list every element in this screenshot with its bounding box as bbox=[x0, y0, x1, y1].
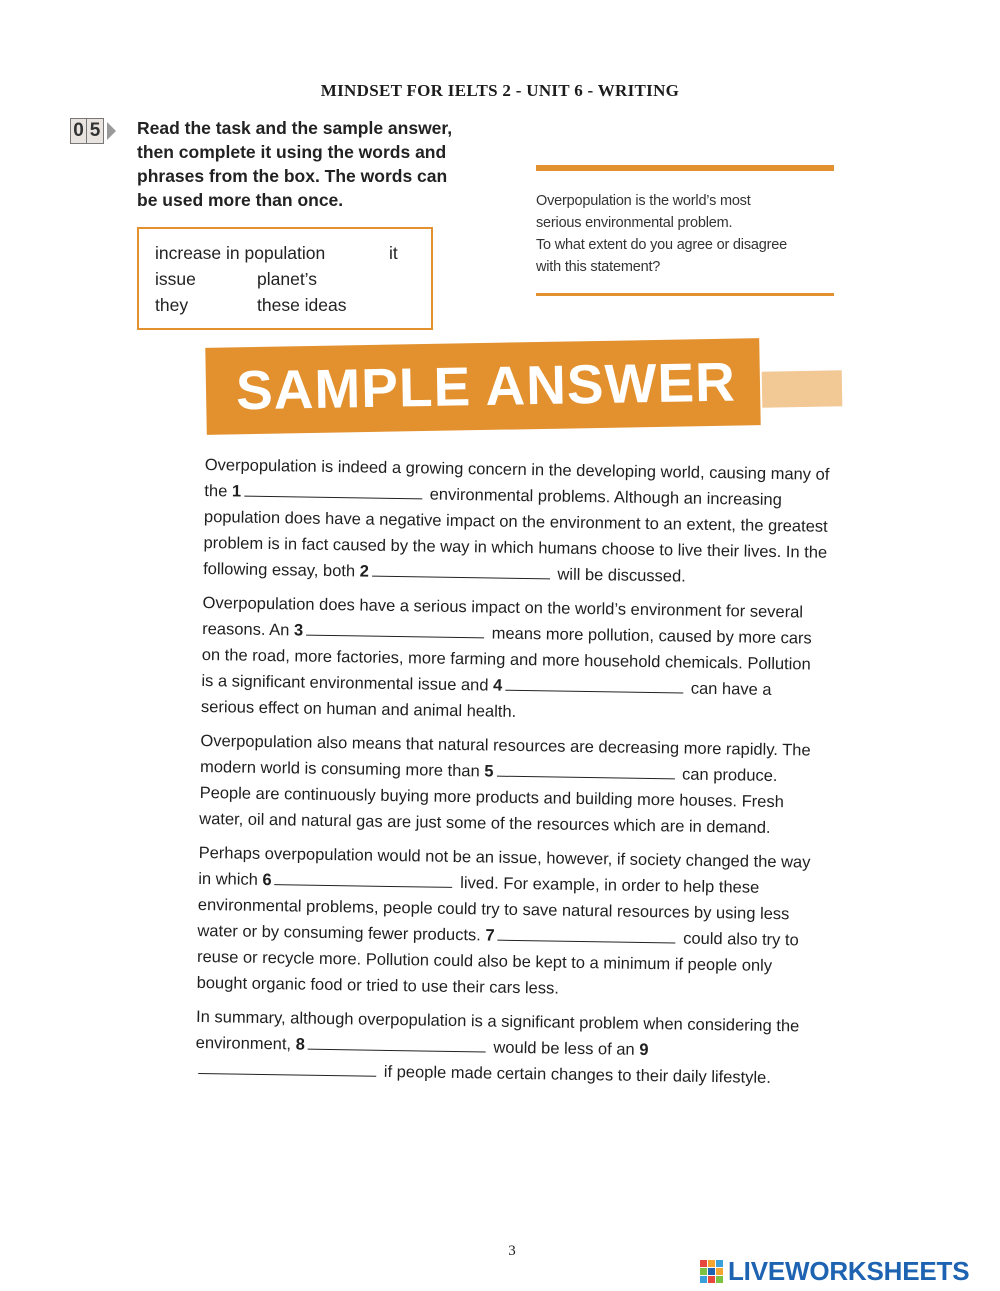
sample-answer-essay bbox=[195, 452, 830, 1100]
word-box-item: they bbox=[155, 295, 189, 315]
essay-paragraph-4: Perhaps overpopulation would not be an issue, however, if society changed the way in which 6 lived. For example, in order to help these environmental problems, people could try to save natural resources by using less water or by consuming fewer products. 7 could also try to reuse or recycle more. Pollution could also be kept to a minimum if people only bought organic food or tried to use their cars less. bbox=[196, 843, 811, 998]
logo-square bbox=[700, 1260, 707, 1267]
logo-square bbox=[716, 1276, 723, 1283]
liveworksheets-brand-name: LIVEWORKSHEETS bbox=[728, 1256, 970, 1286]
task-line: with this statement? bbox=[536, 259, 661, 275]
logo-square bbox=[716, 1268, 723, 1275]
word-box-item: issue bbox=[155, 269, 196, 289]
word-box-item: these ideas bbox=[257, 295, 347, 315]
task-line: serious environmental problem. bbox=[536, 215, 733, 231]
logo-square bbox=[700, 1276, 707, 1283]
logo-square bbox=[700, 1268, 707, 1275]
answer-blank-6[interactable] bbox=[275, 870, 453, 888]
answer-blank-7[interactable] bbox=[498, 926, 676, 944]
blank-number-1: 1 bbox=[231, 482, 242, 501]
blank-number-2: 2 bbox=[359, 562, 370, 581]
blank-number-3: 3 bbox=[293, 621, 304, 640]
answer-blank-8[interactable] bbox=[308, 1035, 486, 1053]
task-line: To what extent do you agree or disagree bbox=[536, 237, 787, 253]
answer-blank-1[interactable] bbox=[244, 482, 422, 500]
play-arrow-icon bbox=[107, 122, 116, 140]
essay-paragraph-2: Overpopulation does have a serious impact on the world’s environment for several reasons. An 3 means more pollution, caused by more cars on the road, more factories, more farming and more household chemicals. Pollution is a significant environmental issue and 4 can have a serious effect on human and animal health. bbox=[200, 593, 812, 721]
logo-grid-icon bbox=[700, 1260, 723, 1283]
exercise-digit-1: 0 bbox=[70, 118, 87, 144]
essay-paragraph-3: Overpopulation also means that natural resources are decreasing more rapidly. The modern world is consuming more than 5 can produce. People are continuously buying more products and building more houses. Fresh water, oil and natural gas are just some of the resources which are in demand. bbox=[199, 731, 811, 837]
blank-number-6: 6 bbox=[262, 870, 272, 890]
exercise-instructions: Read the task and the sample answer, then complete it using the words and phrases from the box. The words can be used more than once. bbox=[137, 118, 453, 210]
task-box bbox=[536, 165, 834, 296]
blank-number-9: 9 bbox=[639, 1040, 649, 1060]
answer-blank-3[interactable] bbox=[306, 621, 484, 639]
logo-square bbox=[716, 1260, 723, 1267]
logo-square bbox=[708, 1276, 715, 1283]
sample-answer-banner bbox=[205, 338, 760, 435]
answer-blank-4[interactable] bbox=[505, 676, 683, 694]
banner-tail bbox=[762, 370, 843, 407]
blank-number-7: 7 bbox=[485, 926, 495, 945]
word-box-item: planet’s bbox=[257, 269, 318, 289]
essay-paragraph-1: Overpopulation is indeed a growing concern in the developing world, causing many of the 1 environmental problems. Although an increasing population does have a negative impact on the environment to an extent, the greatest problem is in fact caused by the way in which humans choose to live their lives. In the following essay, both 2 will be discussed. bbox=[203, 455, 830, 586]
logo-square bbox=[708, 1268, 715, 1275]
answer-blank-2[interactable] bbox=[372, 562, 550, 580]
blank-number-4: 4 bbox=[492, 676, 503, 695]
answer-blank-5[interactable] bbox=[496, 762, 674, 780]
liveworksheets-logo[interactable] bbox=[700, 1256, 969, 1287]
blank-number-5: 5 bbox=[484, 762, 494, 781]
exercise-digit-2: 5 bbox=[87, 118, 104, 144]
word-box-item: increase in population bbox=[155, 243, 326, 263]
page-number: 3 bbox=[508, 1243, 516, 1259]
task-line: Overpopulation is the world’s most bbox=[536, 193, 751, 209]
document-title: MINDSET FOR IELTS 2 - UNIT 6 - WRITING bbox=[320, 81, 680, 100]
exercise-number-badge bbox=[70, 118, 116, 144]
sample-answer-heading: SAMPLE ANSWER bbox=[235, 350, 737, 422]
word-box-item: it bbox=[389, 243, 398, 263]
answer-blank-9[interactable] bbox=[198, 1059, 376, 1077]
blank-number-8: 8 bbox=[295, 1035, 306, 1054]
essay-paragraph-5: In summary, although overpopulation is a significant problem when considering the environment, 8 would be less of an 9 if people made certain changes to their daily lifestyle. bbox=[195, 1007, 800, 1087]
logo-square bbox=[708, 1260, 715, 1267]
word-box bbox=[137, 227, 433, 330]
